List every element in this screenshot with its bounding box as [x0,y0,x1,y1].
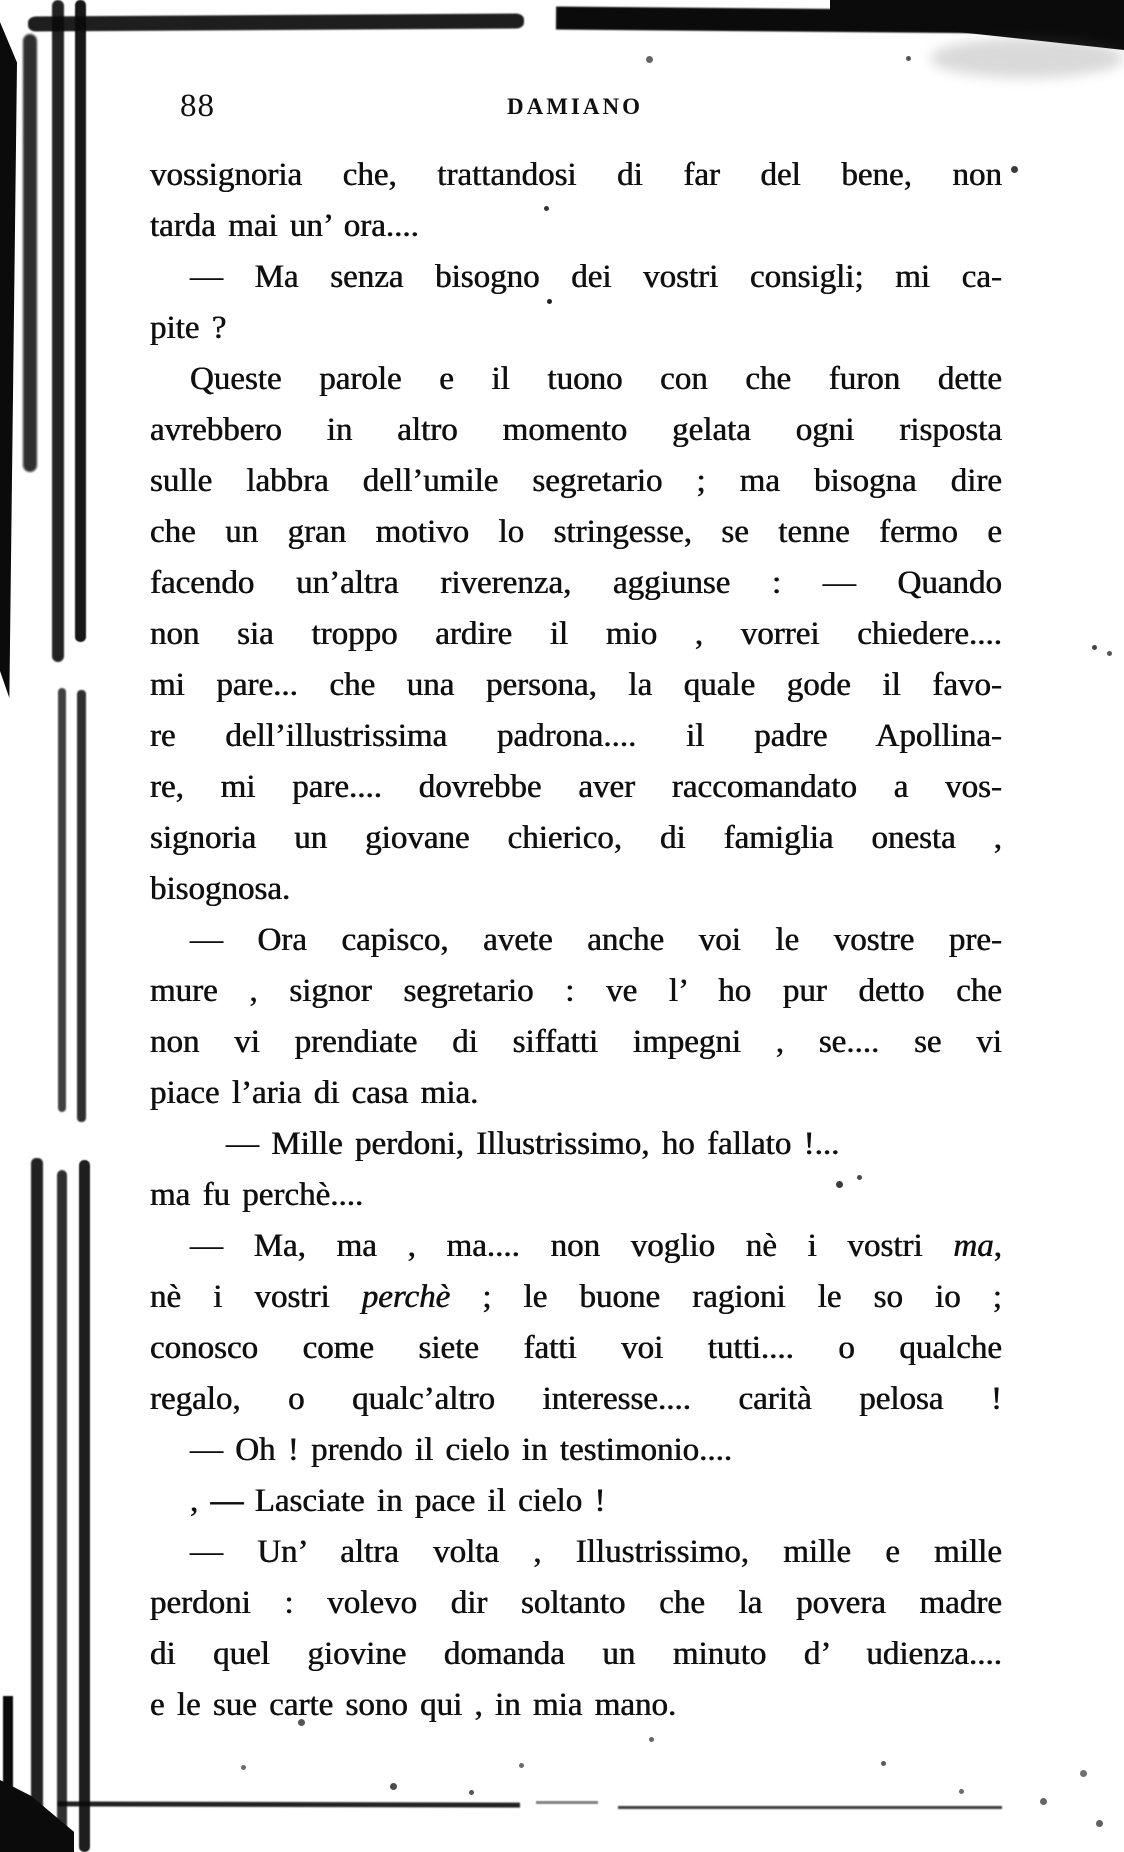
text-line [150,354,1002,405]
text-segment: regalo, o qualc’altro interesse.... carità pelosa ! [150,1381,1002,1417]
text-segment: conosco come siete fatti voi tutti.... o qualche [150,1330,1002,1366]
text-segment: vossignoria che, trattandosi di far del bene, non [150,157,1002,193]
scan-artifact-top-right-fuzz [930,38,1124,78]
italic-text: perchè [361,1279,451,1315]
bold-dash: — [210,1483,243,1519]
text-segment: — Oh ! prendo il cielo in testimonio.... [190,1432,733,1468]
text-line [150,1527,1002,1578]
text-line [150,252,1002,303]
text-line [150,660,1002,711]
text-line [150,456,1002,507]
text-segment: non vi prendiate di siffatti impegni , se.... se vi [150,1024,1002,1060]
text-line [150,405,1002,456]
scan-artifact-binding-streak [58,688,66,1112]
text-line [150,1272,1002,1323]
scan-artifact-speckles [0,0,3,3]
text-line [150,1119,1002,1170]
text-line [150,201,1002,252]
italic-text: ma [953,1228,994,1264]
text-line [150,150,1002,201]
text-block [150,150,1002,1731]
text-segment: re dell’illustrissima padrona.... il padre Apollina- [150,718,1002,754]
text-segment: Lasciate in pace il cielo ! [242,1483,606,1519]
text-segment: ; le buone ragioni le so io ; [450,1279,1002,1315]
text-segment: avrebbero in altro momento gelata ogni risposta [150,412,1002,448]
text-segment: ma fu perchè.... [150,1177,364,1213]
text-line [150,966,1002,1017]
scan-artifact-binding-streak [31,1158,43,1852]
scan-artifact-binding-streak [79,1160,90,1852]
text-line [150,1221,1002,1272]
page-header [150,86,1000,130]
scan-artifact-binding-streak [77,690,86,1122]
text-segment: che un gran motivo lo stringesse, se tenne fermo e [150,514,1002,550]
text-segment: re, mi pare.... dovrebbe aver raccomandato a vos- [150,769,1002,805]
text-segment: e le sue carte sono qui , in mia mano. [150,1687,677,1723]
page-number: 88 [180,88,215,124]
text-segment: — Mille perdoni, Illustrissimo, ho fallato !... [226,1126,840,1162]
text-line [150,1068,1002,1119]
scan-artifact-top-band-left [28,13,524,31]
scan-artifact-binding-streak [23,34,37,472]
scan-artifact-binding-streak [52,0,64,662]
text-segment: di quel giovine domanda un minuto d’ udienza.... [150,1636,1002,1672]
text-line [150,1017,1002,1068]
text-line [150,864,1002,915]
text-segment: bisognosa. [150,871,291,907]
text-line [150,507,1002,558]
text-line [150,1374,1002,1425]
text-line [150,762,1002,813]
scan-artifact-bottom-line [536,1801,598,1804]
text-line [150,1476,1002,1527]
text-segment: mure , signor segretario : ve l’ ho pur detto che [150,973,1002,1009]
text-segment: sulle labbra dell’umile segretario ; ma bisogna dire [150,463,1002,499]
text-segment: piace l’aria di casa mia. [150,1075,479,1111]
text-line [150,1323,1002,1374]
text-line [150,1578,1002,1629]
text-line [150,1425,1002,1476]
text-segment: — Ora capisco, avete anche voi le vostre pre- [190,922,1002,958]
scan-artifact-binding-streak [0,22,17,698]
text-line [150,1629,1002,1680]
text-segment: pite ? [150,310,227,346]
scan-artifact-bottom-line [618,1806,1002,1809]
text-line [150,711,1002,762]
text-segment: — Ma senza bisogno dei vostri consigli; mi ca- [190,259,1002,295]
text-segment: Queste parole e il tuono con che furon dette [190,361,1002,397]
text-segment: facendo un’altra riverenza, aggiunse : — Quando [150,565,1002,601]
text-line [150,1170,1002,1221]
text-line [150,609,1002,660]
text-segment: non sia troppo ardire il mio , vorrei chiedere.... [150,616,1002,652]
text-segment: , [993,1228,1002,1264]
text-segment: perdoni : volevo dir soltanto che la povera madre [150,1585,1002,1621]
text-segment: mi pare... che una persona, la quale gode il favo- [150,667,1002,703]
scan-artifact-binding-streak [57,1170,67,1852]
text-line [150,303,1002,354]
text-segment: , [190,1483,211,1519]
text-line [150,1680,1002,1731]
text-segment: — Ma, ma , ma.... non voglio nè i vostri [190,1228,954,1264]
text-segment: tarda mai un’ ora.... [150,208,419,244]
scan-artifact-binding-streak [75,0,86,642]
scan-artifact-bottom-line [58,1801,520,1807]
text-segment: signoria un giovane chierico, di famiglia onesta , [150,820,1002,856]
text-line [150,915,1002,966]
running-title: DAMIANO [507,94,643,119]
text-line [150,813,1002,864]
text-segment: nè i vostri [150,1279,362,1315]
text-line [150,558,1002,609]
text-segment: — Un’ altra volta , Illustrissimo, mille e mille [190,1534,1002,1570]
